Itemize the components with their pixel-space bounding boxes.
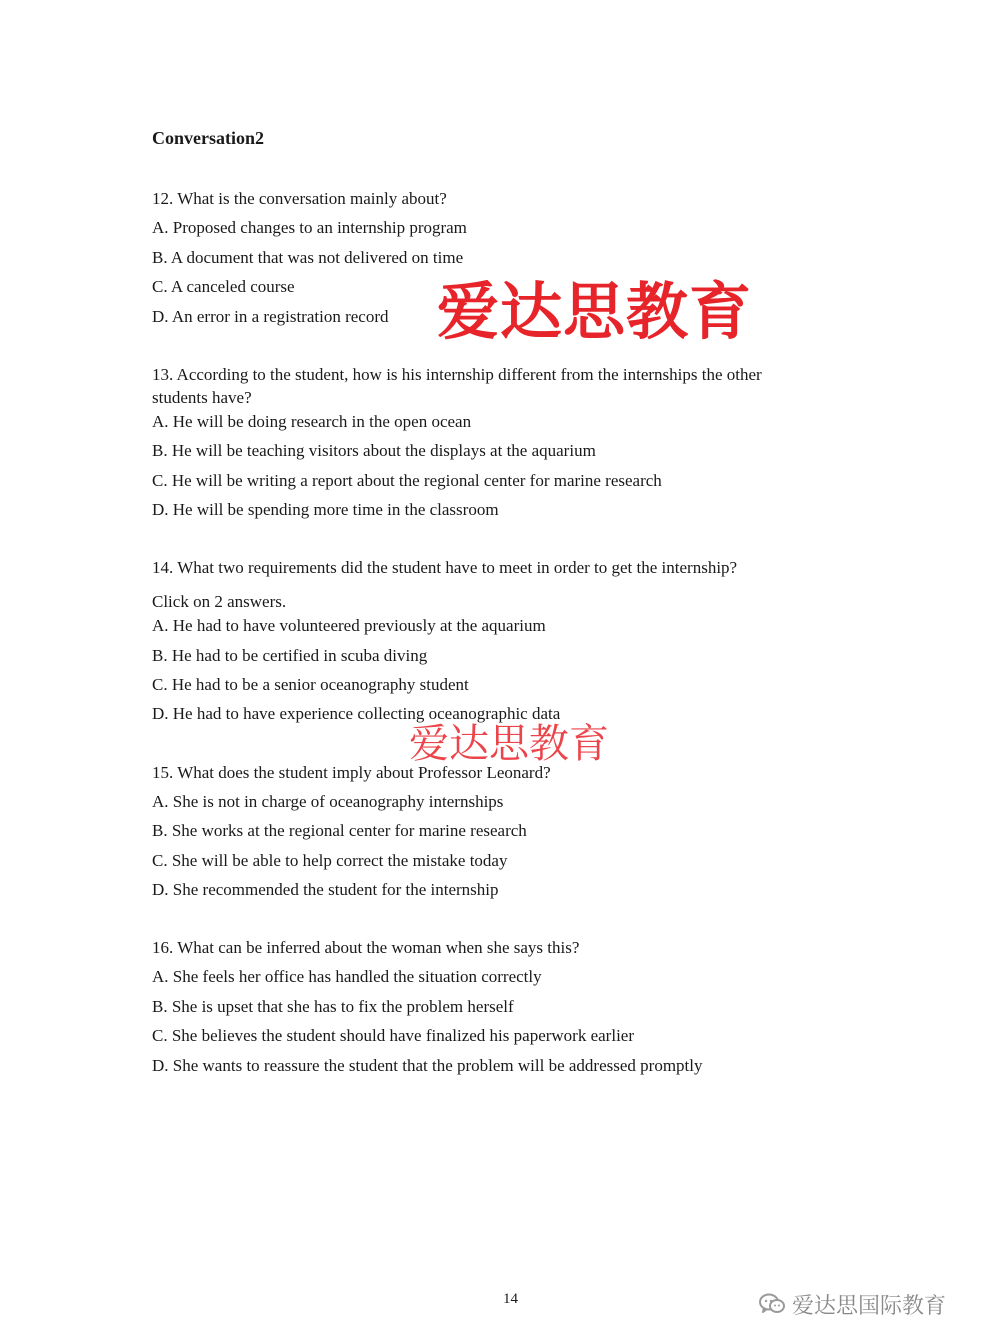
question-13-line-1: 13. According to the student, how is his internship different from the internships the other	[152, 365, 762, 384]
q13-option-b[interactable]: B. He will be teaching visitors about the displays at the aquarium	[152, 441, 596, 460]
q14-option-c[interactable]: C. He had to be a senior oceanography student	[152, 675, 469, 694]
footer-brand	[758, 1290, 946, 1318]
q15-option-a[interactable]: A. She is not in charge of oceanography internships	[152, 792, 504, 811]
q15-option-d[interactable]: D. She recommended the student for the internship	[152, 880, 499, 899]
watermark-small: 爱达思教育	[409, 721, 609, 767]
question-13-line-2: students have?	[152, 388, 252, 407]
section-title: Conversation2	[152, 128, 264, 148]
q16-option-a[interactable]: A. She feels her office has handled the situation correctly	[152, 967, 542, 986]
page-number: 14	[503, 1291, 518, 1307]
question-14-instruction: Click on 2 answers.	[152, 592, 287, 611]
question-14: 14. What two requirements did the student have to meet in order to get the internship?	[152, 558, 738, 577]
q12-option-b[interactable]: B. A document that was not delivered on time	[152, 248, 464, 267]
q13-option-a[interactable]: A. He will be doing research in the open ocean	[152, 412, 472, 431]
q12-option-a[interactable]: A. Proposed changes to an internship program	[152, 218, 467, 237]
q13-option-d[interactable]: D. He will be spending more time in the classroom	[152, 500, 499, 519]
wechat-icon	[758, 1292, 786, 1316]
q15-option-b[interactable]: B. She works at the regional center for marine research	[152, 821, 527, 840]
q14-option-a[interactable]: A. He had to have volunteered previously at the aquarium	[152, 616, 546, 635]
q12-option-d[interactable]: D. An error in a registration record	[152, 307, 389, 326]
q16-option-c[interactable]: C. She believes the student should have finalized his paperwork earlier	[152, 1026, 634, 1045]
q16-option-d[interactable]: D. She wants to reassure the student that the problem will be addressed promptly	[152, 1056, 703, 1075]
q15-option-c[interactable]: C. She will be able to help correct the mistake today	[152, 851, 508, 870]
question-12: 12. What is the conversation mainly about?	[152, 189, 447, 208]
q12-option-c[interactable]: C. A canceled course	[152, 277, 295, 296]
footer-brand-text: 爱达思国际教育	[792, 1293, 947, 1319]
q14-option-b[interactable]: B. He had to be certified in scuba diving	[152, 646, 428, 665]
q14-option-d[interactable]: D. He had to have experience collecting oceanographic data	[152, 704, 561, 723]
q16-option-b[interactable]: B. She is upset that she has to fix the problem herself	[152, 997, 514, 1016]
question-16: 16. What can be inferred about the woman when she says this?	[152, 938, 580, 957]
q13-option-c[interactable]: C. He will be writing a report about the regional center for marine research	[152, 471, 662, 490]
question-15: 15. What does the student imply about Professor Leonard?	[152, 763, 551, 782]
watermark-large: 爱达思教育	[437, 275, 753, 348]
